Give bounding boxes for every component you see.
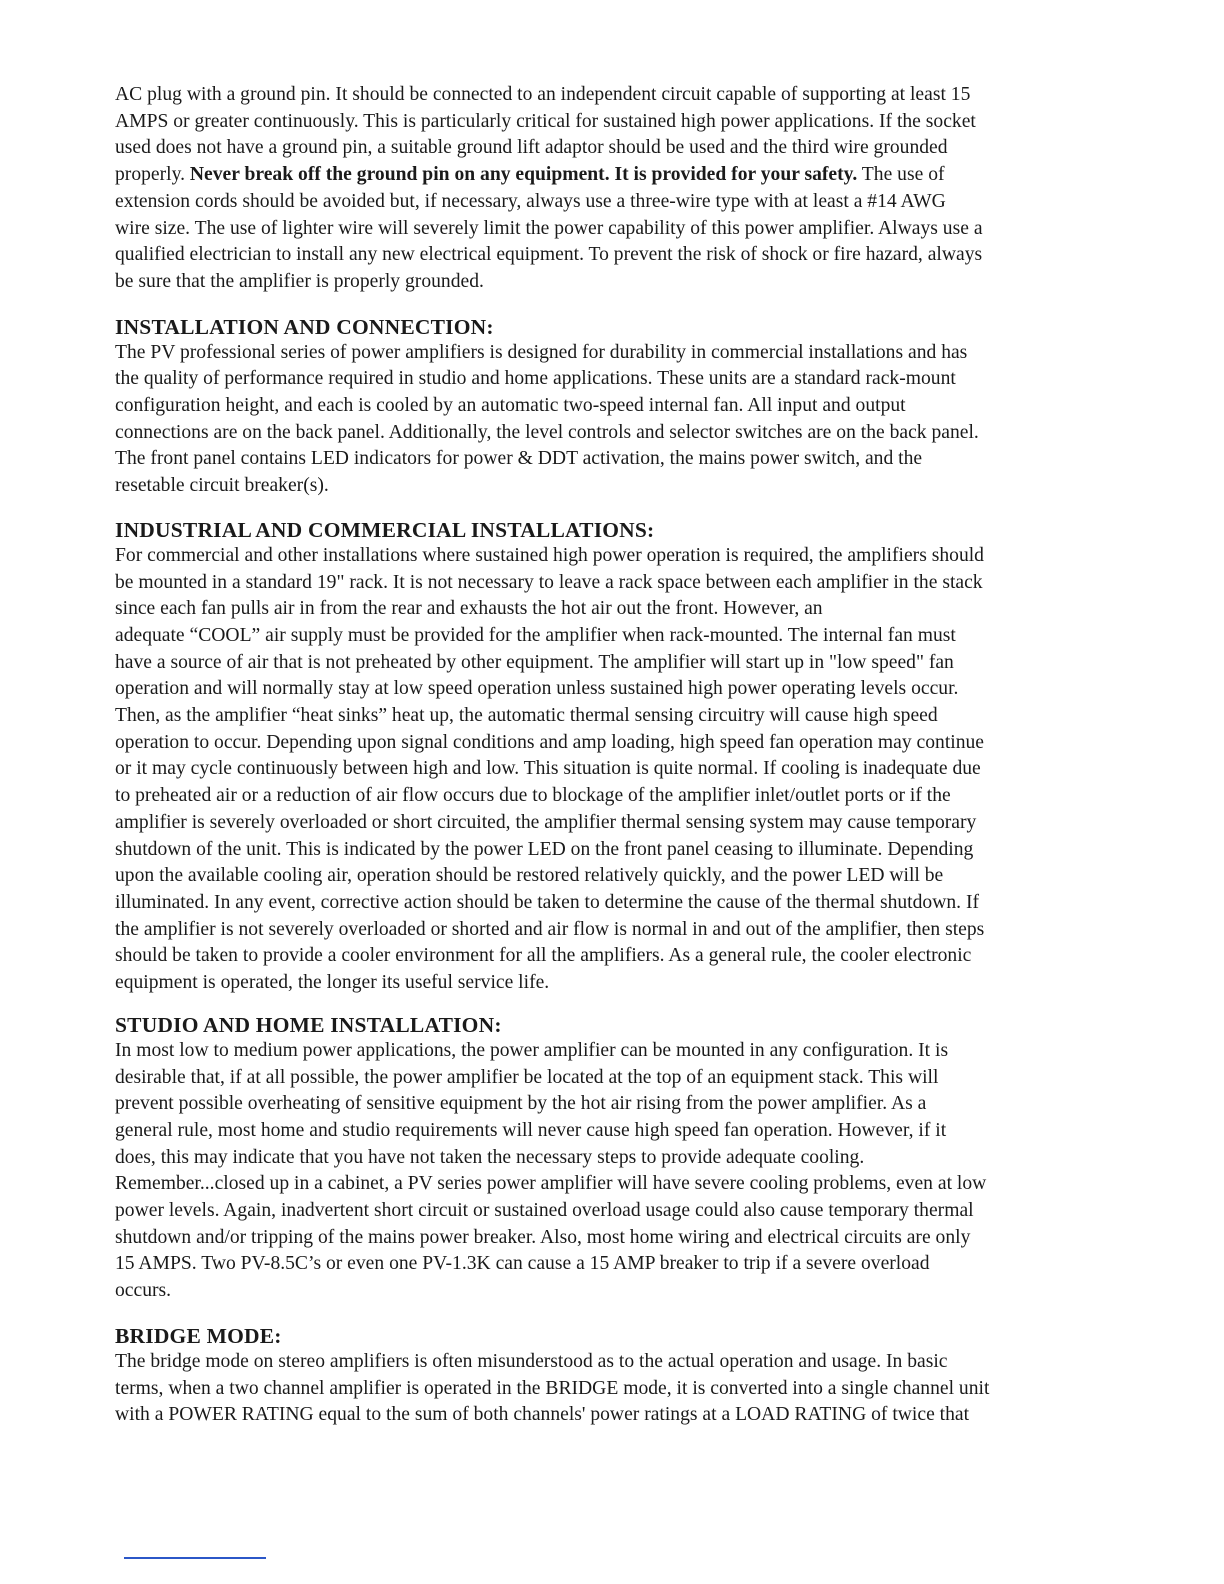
section-heading-bridge: BRIDGE MODE: — [115, 1323, 282, 1348]
text-line: operation and will normally stay at low speed operation unless sustained high power operating levels occur. — [115, 678, 959, 700]
text-line: adequate “COOL” air supply must be provided for the amplifier when rack-mounted. The internal fan must — [115, 624, 956, 646]
text-line: AC plug with a ground pin. It should be connected to an independent circuit capable of supporting at least 15 — [115, 84, 971, 105]
text-line: equipment is operated, the longer its useful service life. — [115, 972, 550, 994]
text-line: extension cords should be avoided but, if necessary, always use a three-wire type with at least a #14 AWG — [115, 190, 946, 212]
intro-paragraph — [115, 82, 1105, 296]
text-line: The bridge mode on stereo amplifiers is often misunderstood as to the actual operation and usage. In basic — [115, 1350, 948, 1372]
text-line: In most low to medium power applications, the power amplifier can be mounted in any configuration. It is — [115, 1039, 949, 1061]
installation-paragraph — [115, 340, 1105, 500]
text-run: properly. — [115, 164, 190, 186]
text-line: 15 AMPS. Two PV-8.5C’s or even one PV-1.3K can cause a 15 AMP breaker to trip if a severe overload — [115, 1253, 930, 1275]
bridge-paragraph — [115, 1349, 1105, 1429]
safety-warning: Never break off the ground pin on any equipment. It is provided for your safety. — [189, 164, 858, 186]
text-line: terms, when a two channel amplifier is operated in the BRIDGE mode, it is converted into a single channel unit — [115, 1377, 990, 1399]
section-heading-studio: STUDIO AND HOME INSTALLATION: — [115, 1012, 502, 1037]
studio-paragraph — [115, 1038, 1105, 1305]
text-line: general rule, most home and studio requirements will never cause high speed fan operation. However, if it — [115, 1119, 947, 1141]
text-line: be sure that the amplifier is properly grounded. — [115, 270, 484, 292]
text-line: configuration height, and each is cooled by an automatic two-speed internal fan. All input and output — [115, 395, 906, 417]
text-line: should be taken to provide a cooler environment for all the amplifiers. As a general rule, the cooler electronic — [115, 945, 972, 967]
text-line: be mounted in a standard 19" rack. It is not necessary to leave a rack space between each amplifier in the stack — [115, 571, 983, 593]
industrial-paragraph — [115, 543, 1105, 997]
text-line: The front panel contains LED indicators for power & DDT activation, the mains power switch, and the — [115, 448, 923, 470]
section-heading-industrial: INDUSTRIAL AND COMMERCIAL INSTALLATIONS: — [115, 517, 655, 542]
text-line: power levels. Again, inadvertent short circuit or sustained overload usage could also cause temporary thermal — [115, 1200, 974, 1222]
text-line — [115, 162, 1105, 189]
text-line: connections are on the back panel. Additionally, the level controls and selector switches are on the back panel. — [115, 421, 979, 443]
text-line: shutdown and/or tripping of the mains power breaker. Also, most home wiring and electrical circuits are only — [115, 1226, 971, 1248]
text-line: resetable circuit breaker(s). — [115, 475, 329, 497]
footer-rule — [124, 1557, 266, 1559]
text-line: prevent possible overheating of sensitive equipment by the hot air rising from the power amplifier. As a — [115, 1093, 927, 1115]
text-line: For commercial and other installations where sustained high power operation is required, the amplifiers should — [115, 544, 984, 566]
text-line: the quality of performance required in studio and home applications. These units are a standard rack-mount — [115, 368, 956, 390]
text-line: used does not have a ground pin, a suitable ground lift adaptor should be used and the third wire grounded — [115, 137, 948, 159]
text-line: illuminated. In any event, corrective action should be taken to determine the cause of the thermal shutdown. If — [115, 891, 980, 913]
section-heading-installation: INSTALLATION AND CONNECTION: — [115, 314, 494, 339]
text-line: upon the available cooling air, operation should be restored relatively quickly, and the power LED will be — [115, 865, 944, 887]
text-run: The use of — [857, 164, 945, 186]
text-line: AMPS or greater continuously. This is particularly critical for sustained high power applications. If the socket — [115, 110, 976, 132]
text-line: operation to occur. Depending upon signal conditions and amp loading, high speed fan operation may continue — [115, 731, 984, 753]
text-line: to preheated air or a reduction of air flow occurs due to blockage of the amplifier inlet/outlet ports or if the — [115, 785, 951, 807]
text-line: since each fan pulls air in from the rear and exhausts the hot air out the front. However, an — [115, 598, 823, 620]
text-line: qualified electrician to install any new electrical equipment. To prevent the risk of shock or fire hazard, always — [115, 244, 983, 266]
text-line: desirable that, if at all possible, the power amplifier be located at the top of an equipment stack. This will — [115, 1066, 939, 1088]
text-line: have a source of air that is not preheated by other equipment. The amplifier will start up in "low speed" fan — [115, 651, 954, 673]
text-line: The PV professional series of power amplifiers is designed for durability in commercial installations and has — [115, 341, 968, 363]
text-line: does, this may indicate that you have not taken the necessary steps to provide adequate cooling. — [115, 1146, 865, 1168]
text-line: shutdown of the unit. This is indicated by the power LED on the front panel ceasing to illuminate. Depending — [115, 838, 974, 860]
text-line: amplifier is severely overloaded or short circuited, the amplifier thermal sensing system may cause temporary — [115, 811, 977, 833]
text-line: wire size. The use of lighter wire will severely limit the power capability of this power amplifier. Always use a — [115, 217, 983, 239]
text-line: or it may cycle continuously between high and low. This situation is quite normal. If cooling is inadequate due — [115, 758, 981, 780]
text-line: occurs. — [115, 1280, 172, 1302]
text-line: with a POWER RATING equal to the sum of both channels' power ratings at a LOAD RATING of twice that — [115, 1404, 970, 1426]
document-page — [115, 82, 1105, 1429]
text-line: Remember...closed up in a cabinet, a PV series power amplifier will have severe cooling problems, even at low — [115, 1173, 987, 1195]
text-line: the amplifier is not severely overloaded or shorted and air flow is normal in and out of the amplifier, then steps — [115, 918, 985, 940]
text-line: Then, as the amplifier “heat sinks” heat up, the automatic thermal sensing circuitry will cause high speed — [115, 705, 938, 727]
